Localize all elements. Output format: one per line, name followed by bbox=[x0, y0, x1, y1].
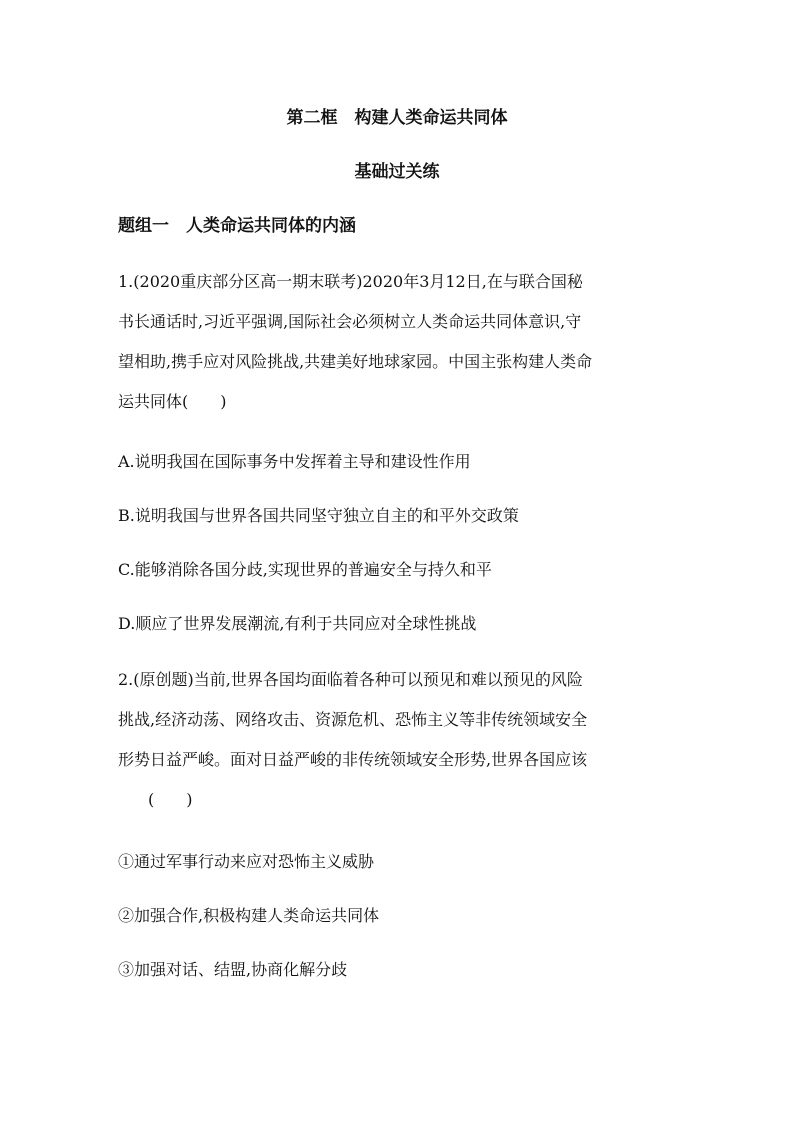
question-2-line: 2.(原创题)当前,世界各国均面临着各种可以预见和难以预见的风险 bbox=[118, 670, 583, 689]
question-1-line: 望相助,携手应对风险挑战,共建美好地球家园。中国主张构建人类命 bbox=[118, 352, 593, 371]
question-2-line: 挑战,经济动荡、网络攻击、资源危机、恐怖主义等非传统领域安全 bbox=[118, 710, 588, 729]
page-subtitle: 基础过关练 bbox=[354, 162, 440, 182]
question-2-statement-2: ②加强合作,积极构建人类命运共同体 bbox=[118, 906, 380, 925]
question-2-statement-1: ①通过军事行动来应对恐怖主义威胁 bbox=[118, 852, 375, 871]
question-1-option-a: A.说明我国在国际事务中发挥着主导和建设性作用 bbox=[118, 452, 471, 471]
question-1-option-b: B.说明我国与世界各国共同坚守独立自主的和平外交政策 bbox=[118, 506, 519, 525]
question-2-line: ( ) bbox=[148, 790, 193, 809]
question-1-line: 书长通话时,习近平强调,国际社会必须树立人类命运共同体意识,守 bbox=[118, 312, 582, 331]
question-1-stem bbox=[118, 262, 683, 422]
question-1-option-d: D.顺应了世界发展潮流,有利于共同应对全球性挑战 bbox=[118, 614, 477, 633]
question-1-line: 1.(2020重庆部分区高一期末联考)2020年3月12日,在与联合国秘 bbox=[118, 272, 583, 291]
question-2-statement-3: ③加强对话、结盟,协商化解分歧 bbox=[118, 960, 348, 979]
question-1-option-c: C.能够消除各国分歧,实现世界的普遍安全与持久和平 bbox=[118, 560, 492, 579]
question-2-line: 形势日益严峻。面对日益严峻的非传统领域安全形势,世界各国应该 bbox=[118, 750, 588, 769]
page-title: 第二框 构建人类命运共同体 bbox=[286, 108, 508, 128]
section-heading: 题组一 人类命运共同体的内涵 bbox=[118, 216, 356, 236]
question-1-line: 运共同体( ) bbox=[118, 392, 227, 411]
question-2-stem bbox=[118, 660, 683, 820]
